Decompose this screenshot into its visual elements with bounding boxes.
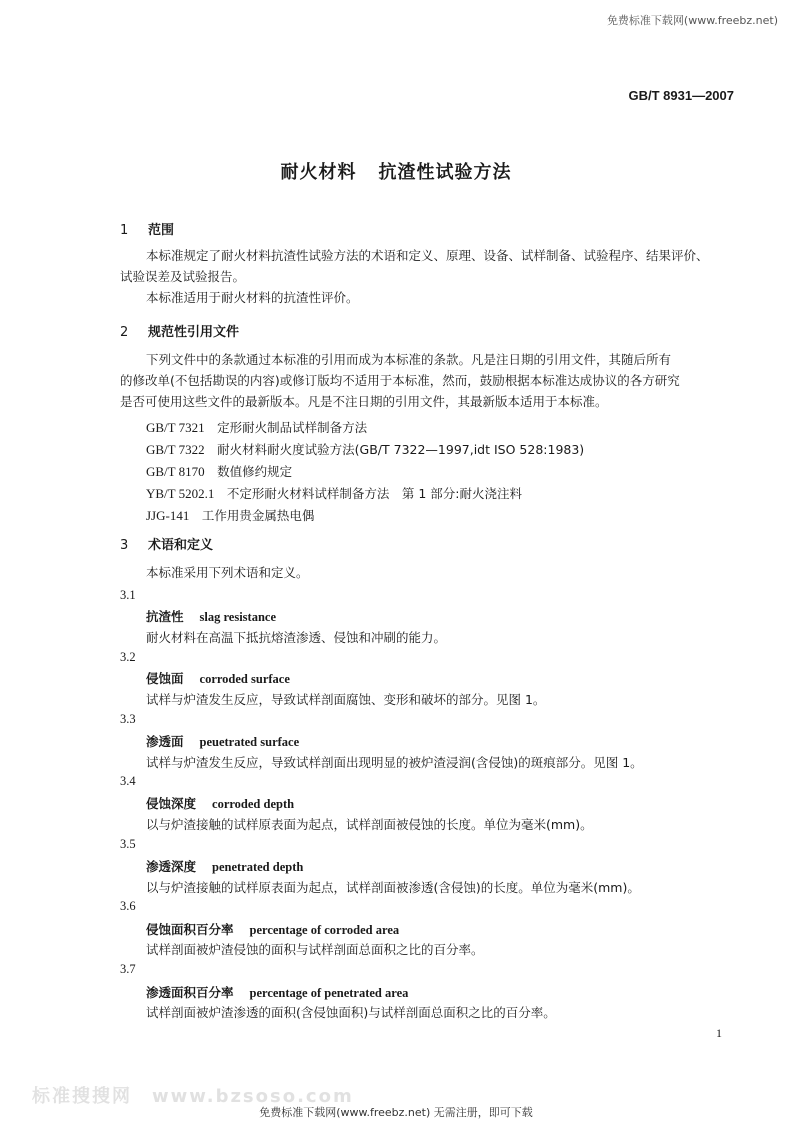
reference-item bbox=[146, 484, 522, 502]
term-definition: 以与炉渣接触的试样原表面为起点，试样剖面被渗透(含侵蚀)的长度。单位为毫米(mm)。 bbox=[146, 880, 640, 895]
reference-title: 工作用贵金属热电偶 bbox=[201, 508, 315, 523]
section-2-para-line-3: 是否可使用这些文件的最新版本。凡是不注日期的引用文件，其最新版本适用于本标准。 bbox=[120, 394, 608, 409]
term-english: peuetrated surface bbox=[199, 735, 300, 749]
term-definition: 试样剖面被炉渣渗透的面积(含侵蚀面积)与试样剖面总面积之比的百分率。 bbox=[146, 1005, 556, 1020]
reference-code: YB/T 5202.1 bbox=[146, 486, 215, 501]
term-english: slag resistance bbox=[199, 610, 277, 624]
term-heading bbox=[146, 794, 294, 812]
term-chinese: 侵蚀深度 bbox=[146, 796, 197, 811]
term-english: percentage of corroded area bbox=[249, 923, 400, 937]
term-chinese: 侵蚀面积百分率 bbox=[146, 922, 234, 937]
term-definition: 耐火材料在高温下抵抗熔渣渗透、侵蚀和冲刷的能力。 bbox=[146, 630, 447, 645]
title-part-2: 抗渣性试验方法 bbox=[378, 162, 512, 183]
bottom-watermark: 免费标准下载网(www.freebz.net) 无需注册，即可下载 bbox=[259, 1106, 533, 1119]
reference-code: GB/T 8170 bbox=[146, 464, 205, 479]
faint-watermark: 标准搜搜网 www.bzsoso.com bbox=[32, 1086, 354, 1107]
section-3-intro: 本标准采用下列术语和定义。 bbox=[146, 565, 309, 580]
term-english: corroded depth bbox=[212, 797, 295, 811]
term-chinese: 渗透面 bbox=[146, 734, 184, 749]
term-chinese: 抗渣性 bbox=[146, 609, 184, 624]
term-heading bbox=[146, 607, 276, 625]
standard-code: GB/T 8931—2007 bbox=[628, 88, 734, 103]
section-1-para-2: 本标准适用于耐火材料的抗渣性评价。 bbox=[146, 290, 359, 305]
page-number: 1 bbox=[716, 1026, 722, 1040]
title-part-1: 耐火材料 bbox=[280, 162, 357, 183]
term-heading bbox=[146, 857, 303, 875]
reference-title: 定形耐火制品试样制备方法 bbox=[217, 420, 368, 435]
term-definition: 试样与炉渣发生反应，导致试样剖面出现明显的被炉渣浸润(含侵蚀)的斑痕部分。见图 1。 bbox=[146, 755, 643, 770]
term-definition: 试样与炉渣发生反应，导致试样剖面腐蚀、变形和破坏的部分。见图 1。 bbox=[146, 692, 546, 707]
reference-code: GB/T 7322 bbox=[146, 442, 205, 457]
term-chinese: 侵蚀面 bbox=[146, 671, 184, 686]
section-2-heading bbox=[120, 321, 239, 340]
clause-number: 3.1 bbox=[120, 588, 136, 602]
section-title: 规范性引用文件 bbox=[148, 325, 240, 340]
reference-item bbox=[146, 506, 314, 524]
section-2-para-line-1: 下列文件中的条款通过本标准的引用而成为本标准的条款。凡是注日期的引用文件，其随后所有 bbox=[146, 352, 672, 367]
reference-item bbox=[146, 462, 292, 480]
section-title: 范围 bbox=[148, 223, 175, 238]
term-english: penetrated depth bbox=[212, 860, 304, 874]
term-chinese: 渗透深度 bbox=[146, 859, 197, 874]
reference-item bbox=[146, 440, 584, 458]
term-english: percentage of penetrated area bbox=[249, 986, 409, 1000]
clause-number: 3.3 bbox=[120, 712, 136, 726]
section-title: 术语和定义 bbox=[148, 538, 214, 553]
reference-item bbox=[146, 418, 367, 436]
clause-number: 3.2 bbox=[120, 650, 136, 664]
clause-number: 3.7 bbox=[120, 962, 136, 976]
section-3-heading bbox=[120, 534, 213, 553]
section-1-para-1-line-1: 本标准规定了耐火材料抗渣性试验方法的术语和定义、原理、设备、试样制备、试验程序、结果评价、 bbox=[146, 248, 709, 263]
page-title bbox=[0, 158, 792, 184]
term-english: corroded surface bbox=[199, 672, 290, 686]
term-chinese: 渗透面积百分率 bbox=[146, 985, 234, 1000]
term-definition: 试样剖面被炉渣侵蚀的面积与试样剖面总面积之比的百分率。 bbox=[146, 942, 484, 957]
term-heading bbox=[146, 983, 408, 1001]
clause-number: 3.4 bbox=[120, 774, 136, 788]
section-1-para-1-line-2: 试验误差及试验报告。 bbox=[120, 269, 246, 284]
reference-title: 不定形耐火材料试样制备方法 第 1 部分:耐火浇注料 bbox=[226, 486, 523, 501]
top-watermark: 免费标准下载网(www.freebz.net) bbox=[606, 14, 778, 27]
term-heading bbox=[146, 669, 290, 687]
clause-number: 3.6 bbox=[120, 899, 136, 913]
section-number: 2 bbox=[120, 325, 129, 340]
reference-title: 数值修约规定 bbox=[217, 464, 293, 479]
reference-code: GB/T 7321 bbox=[146, 420, 205, 435]
reference-title: 耐火材料耐火度试验方法(GB/T 7322—1997,idt ISO 528:1983) bbox=[217, 442, 585, 457]
clause-number: 3.5 bbox=[120, 837, 136, 851]
reference-code: JJG-141 bbox=[146, 508, 190, 523]
section-number: 1 bbox=[120, 223, 129, 238]
section-2-para-line-2: 的修改单(不包括勘误的内容)或修订版均不适用于本标准，然而，鼓励根据本标准达成协议的各方研究 bbox=[120, 373, 680, 388]
term-heading bbox=[146, 732, 299, 750]
term-definition: 以与炉渣接触的试样原表面为起点，试样剖面被侵蚀的长度。单位为毫米(mm)。 bbox=[146, 817, 593, 832]
section-1-heading bbox=[120, 219, 174, 238]
section-number: 3 bbox=[120, 538, 129, 553]
term-heading bbox=[146, 920, 399, 938]
